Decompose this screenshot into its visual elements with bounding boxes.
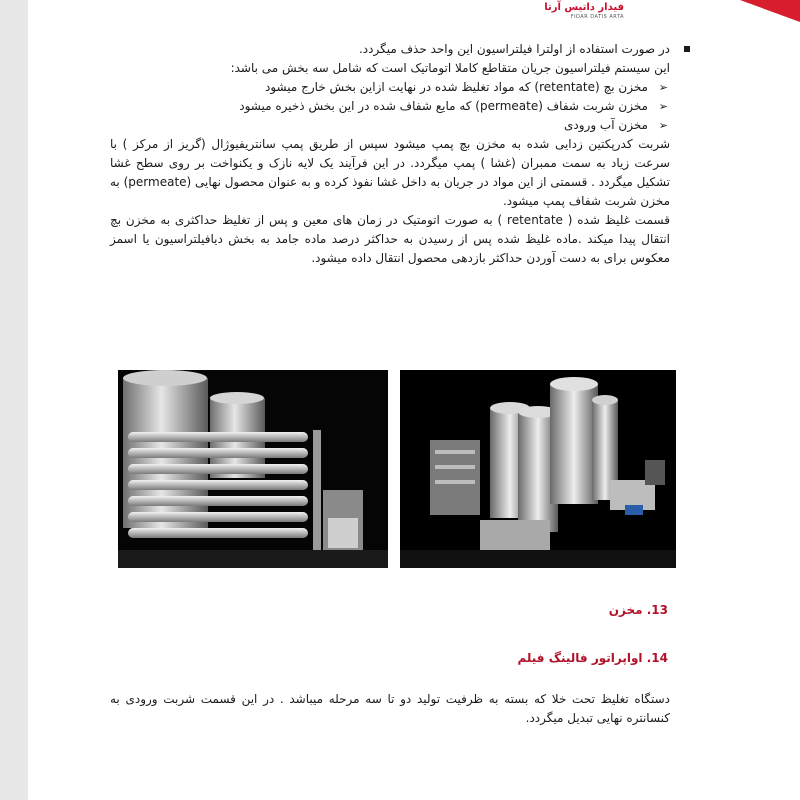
sections-list bbox=[110, 78, 670, 135]
list-item-text: مخزن بچ (retentate) که مواد تغلیظ شده در نهایت ازاین بخش خارج میشود bbox=[265, 80, 648, 94]
intro-bullet-text: در صورت استفاده از اولترا فیلتراسیون این واحد حذف میگردد. bbox=[358, 42, 670, 56]
list-item bbox=[110, 97, 670, 116]
filtration-unit-image bbox=[118, 370, 388, 568]
page-margin bbox=[0, 0, 28, 800]
evaporator-unit-image bbox=[400, 370, 676, 568]
heading-falling-film-evaporator: 14. اواپراتور فالینگ فیلم bbox=[517, 651, 668, 665]
arrow-check-icon: ➢ bbox=[658, 100, 668, 113]
arrow-check-icon: ➢ bbox=[658, 119, 668, 132]
heading-tank: 13. مخزن bbox=[608, 603, 668, 617]
list-item bbox=[110, 116, 670, 135]
company-logo bbox=[520, 0, 630, 22]
intro-line: این سیستم فیلتراسیون جریان متقاطع کاملا اتوماتیک است که شامل سه بخش می باشد: bbox=[230, 61, 670, 75]
square-bullet-icon bbox=[684, 46, 690, 52]
list-item bbox=[110, 78, 670, 97]
paragraph-3: دستگاه تغلیظ تحت خلا که بسته به ظرفیت تولید دو تا سه مرحله میباشد . در این قسمت شربت ورودی به کنسانتره نهایی تبدیل میگردد. bbox=[110, 692, 670, 725]
corner-accent bbox=[740, 0, 800, 22]
intro-bullet bbox=[110, 40, 670, 59]
paragraph-1: شربت کدرپکتین زدایی شده به مخزن بچ پمپ میشود سپس از طریق پمپ سانتریفیوژال (گریز از مرکز ) با سرعت زیاد به سمت ممبران (غشا ) پمپ میگردد. در این فرآیند یک لایه نازک و یکنواخت بر روی سطح غشا تشکیل میگردد . قسمتی از این مواد در جریان به داخل غشا نفوذ کرده و به عنوان محصول نهایی (permeate) به مخزن شربت شفاف پمپ میشود. bbox=[110, 137, 670, 208]
list-item-text: مخزن شربت شفاف (permeate) که مایع شفاف شده در این بخش ذخیره میشود bbox=[239, 99, 648, 113]
list-item-text: مخزن آب ورودی bbox=[564, 118, 648, 132]
paragraph-2: قسمت غلیظ شده ( retentate ) به صورت اتومتیک در زمان های معین و پس از تغلیظ حداکثری به مخزن بچ انتقال پیدا میکند .ماده غلیظ شده پس از رسیدن به حداکثر درصد ماده جامد به بخش دیافیلتراسیون یا اسمز معکوس برای به دست آوردن حداکثر بازدهی محصول انتقال داده میشود. bbox=[110, 213, 670, 265]
logo-persian-text: فیدار داتیس آرتا bbox=[544, 2, 624, 13]
arrow-check-icon: ➢ bbox=[658, 81, 668, 94]
logo-english-text: FIDAR DATIS ARTA bbox=[570, 14, 624, 20]
top-content bbox=[110, 40, 670, 268]
